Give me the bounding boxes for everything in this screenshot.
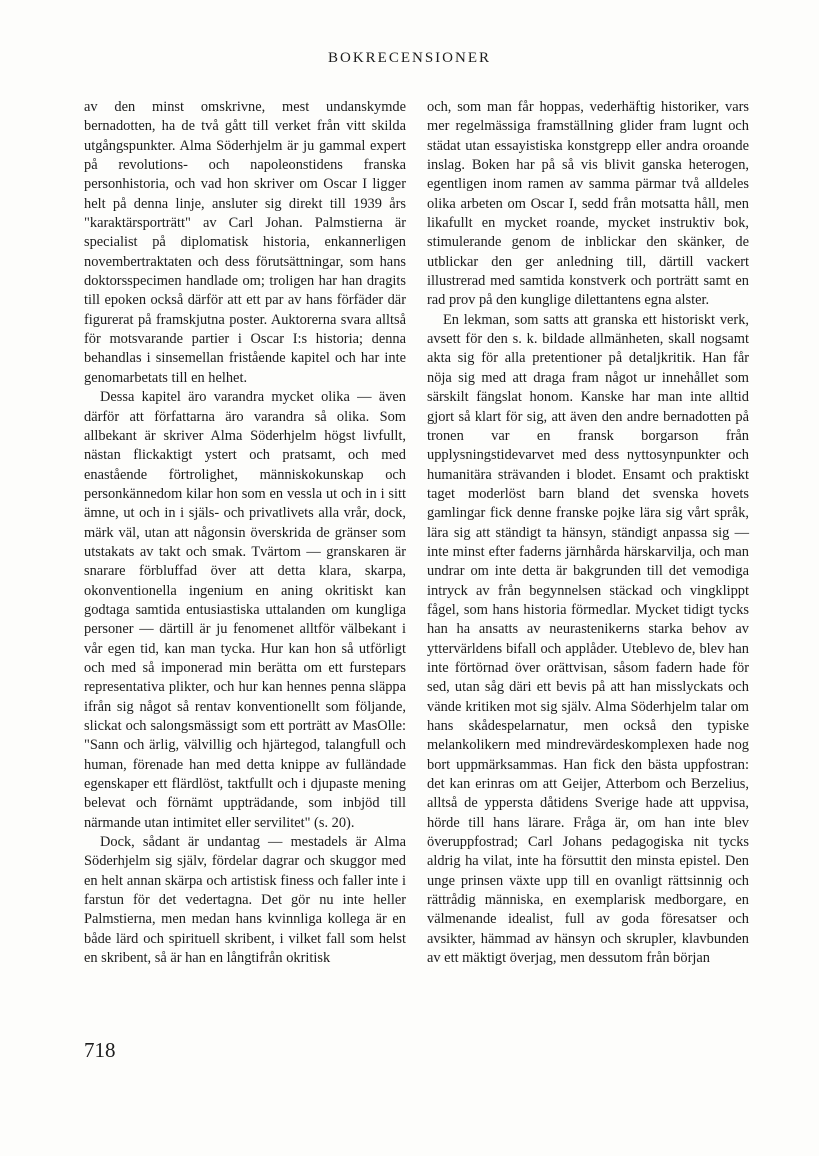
paragraph: En lekman, som satts att granska ett historiskt verk, avsett för den s. k. bildade allmänheten, skall nogsamt akta sig för alla pretentioner på detaljkritik. Han får nöja sig med att draga fram något ur innehållet som särskilt fängslat honom. Kanske har man inte alltid gjort så klart för sig, att även den andre bernadotten på tronen var en fransk borgarson från upplysningstidevarvet med dess nyttosynpunkter och humanitära strävanden i blodet. Ensamt och praktiskt taget moderlöst barn bland det svenska hovets gamlingar fick denne franske pojke lära sig vårt språk, lära sig att ständigt ta hänsyn, ständigt anpassa sig — inte minst efter faderns järnhårda härskarvilja, och man undrar om inte detta är bakgrunden till det vemodiga intryck av från begynnelsen stäckad och vingklippt fågel, som hans historia förmedlar. Mycket tidigt tycks han ha ansatts av neurastenikerns starka behov av yttervärldens bifall och applåder. Uteblevo de, blev han inte förtörnad över orättvisan, såsom fadern hade för sed, utan såg däri ett bevis på att han misslyckats och vände kritiken mot sig själv. Alma Söderhjelm talar om hans skådespelarnatur, men också den typiske melankolikern med mindrevärdeskomplexen hade nog bort uppmärksammas. Han fick den bästa uppfostran: det kan erinras om att Geijer, Atterbom och Berzelius, alltså de yppersta dåtidens Sverige hade att uppvisa, hörde till hans lärare. Fråga är, om han inte blev överuppfostrad; Carl Johans pedagogiska nit tycks aldrig ha vilat, inte ha försuttit den minsta epistel. Den unge prinsen växte upp till en ovanligt rättsinnig och rättrådig människa, en exemplarisk medborgare, en välmenande idealist, full av goda föresatser och avsikter, hämmad av hänsyn och skrupler, klavbunden av ett mäktigt överjag, men dessutom från början bbox=[427, 311, 749, 967]
left-column bbox=[84, 98, 406, 968]
page-number: 718 bbox=[84, 1038, 116, 1062]
running-head: BOKRECENSIONER bbox=[327, 50, 491, 66]
paragraph: Dessa kapitel äro varandra mycket olika — även därför att författarna äro varandra så olika. Som allbekant är skriver Alma Söderhjelm högst livfullt, nästan flickaktigt ystert och pratsamt, och med enastående förtrolighet, människokunskap och personkännedom kilar hon som en vessla ut och in i sitt ämne, ut och in i själs- och privatlivets alla vrår, dock, märk väl, utan att någonsin överskrida de gränser som utstakats av takt och smak. Tvärtom — granskaren är snarare förbluffad över att detta klara, skarpa, okonventionella ingenium en aning okritiskt kan godtaga samtida entusiastiska uttalanden om kungliga personer — därtill är ju fenomenet alltför välbekant i vår egen tid, kan man tycka. Hur kan hon så utförligt och med så imponerad min berätta om ett furstepars representativa plikter, och hur kan hennes penna släppa ifrån sig något så rentav konventionellt som följande, slickat och salongsmässigt som ett porträtt av MasOlle: "Sann och ärlig, välvillig och hjärtegod, talangfull och human, förenade han med detta knippe av fulländade egenskaper ett flärdlöst, taktfullt och i djupaste mening belevat och förnämt uppträdande, som inbjöd till närmande utan intimitet eller servilitet" (s. 20). bbox=[84, 389, 406, 831]
right-column bbox=[427, 98, 749, 968]
paragraph: Dock, sådant är undantag — mestadels är Alma Söderhjelm sig själv, fördelar dagrar och skuggor med en helt annan skärpa och artistisk finess och faller inte i farstun för det vedertagna. Det gör nu inte heller Palmstierna, men medan hans kvinnliga kollega är en både lärd och spirituell skribent, i vilket fall som helst en skribent, så är han en långtifrån okritisk bbox=[84, 834, 406, 967]
paragraph: och, som man får hoppas, vederhäftig historiker, vars mer regelmässiga framställning glider fram lugnt och städat utan essayistiska konstgrepp eller andra oroande inslag. Boken har på så vis blivit ganska heterogen, egentligen inom ramen av samma pärmar två alldeles olika arbeten om Oscar I, sedd från motsatta håll, men likafullt en mycket roande, mycket instruktiv bok, stimulerande genom de inblickar den skänker, de utblickar den ger anledning till, därtill vackert illustrerad med samtida konstverk och porträtt samt en rad prov på den kunglige dilettantens egna alster. bbox=[427, 99, 749, 309]
paragraph: av den minst omskrivne, mest undanskymde bernadotten, ha de två gått till verket från vitt skilda utgångspunkter. Alma Söderhjelm är ju gammal expert på revolutions- och napoleonstidens franska personhistoria, och vad hon skriver om Oscar I ligger helt på denna linje, ansluter sig direkt till 1939 års "karaktärsporträtt" av Carl Johan. Palmstierna är specialist på diplomatisk historia, enkannerligen novembertraktaten och dess förutsättningar, som hans doktorsspecimen handlade om; troligen har han dragits till epoken också därför att ett par av hans förfäder där figurerat på framskjutna poster. Auktorerna svara alltså för motsvarande partier i Oscar I:s historia; denna behandlas i sinsemellan fristående kapitel och har inte genomarbetats till en helhet. bbox=[84, 99, 406, 386]
